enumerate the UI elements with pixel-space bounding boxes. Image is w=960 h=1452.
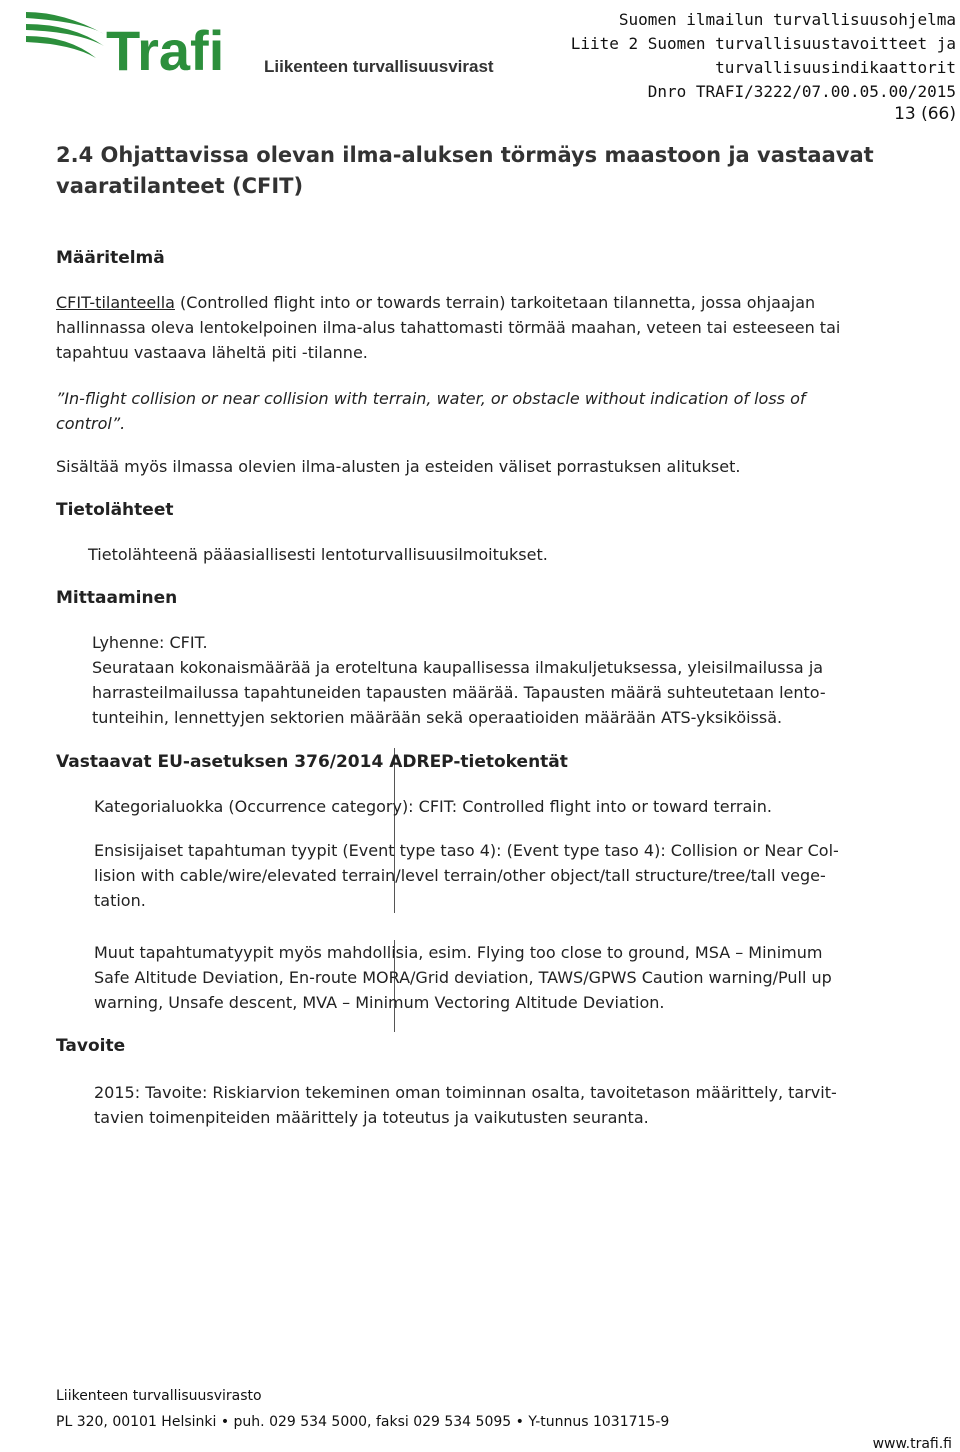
measurement-abbr: Lyhenne: CFIT. <box>92 633 208 652</box>
logo-subtitle: Liikenteen turvallisuusvirasto <box>264 57 494 76</box>
header-appendix-cont: turvallisuusindikaattorit <box>715 58 956 77</box>
definition-line2: hallinnassa oleva lentokelpoinen ilma-alus tahattomasti törmää maahan, veteen tai esteeseen tai <box>56 318 841 337</box>
trafi-logo-mark <box>24 4 494 84</box>
logo-wordmark: Trafi <box>106 19 225 82</box>
trafi-logo <box>24 4 494 84</box>
footer-web-link[interactable]: www.trafi.fi <box>872 1436 952 1452</box>
measurement-heading: Mittaaminen <box>56 588 178 608</box>
cfit-term: CFIT-tilanteella <box>56 293 175 312</box>
adrep-event-types: Ensisijaiset tapahtuman tyypit (Event type taso 4): (Event type taso 4): Collision or Near Col- lision with cable/wire/elevated terrain/level terrain/other object/tall structure/tree/tall vege- tation. <box>94 841 839 910</box>
adrep-other-types: Muut tapahtumatyypit myös mahdollisia, esim. Flying too close to ground, MSA – Minimum Safe Altitude Deviation, En-route MORA/Grid deviation, TAWS/GPWS Caution warning/Pull up warning, Unsafe descent, MVA – Minimum Vectoring Altitude Deviation. <box>94 943 832 1012</box>
goal-text: 2015: Tavoite: Riskiarvion tekeminen oman toiminnan osalta, tavoitetason määrittely, tarvit- tavien toimenpiteiden määrittely ja toteutus ja vaikutusten seuranta. <box>94 1083 837 1127</box>
footer-org: Liikenteen turvallisuusvirasto <box>56 1388 262 1404</box>
sources-text: Tietolähteenä pääasiallisesti lentoturvallisuusilmoitukset. <box>88 545 548 564</box>
footer-address: PL 320, 00101 Helsinki • puh. 029 534 5000, faksi 029 534 5095 • Y-tunnus 1031715-9 <box>56 1414 670 1430</box>
section-title <box>56 140 916 202</box>
goal-heading: Tavoite <box>56 1036 126 1056</box>
sources-heading: Tietolähteet <box>56 500 174 520</box>
measurement-paragraph: Lyhenne: CFIT. Seurataan kokonaismäärää ja eroteltuna kaupallisessa ilmakuljetuksessa, yleisilmailussa ja harrasteilmailussa tapahtuneiden tapausten määrää. Tapausten määrä suhteutetaan lento- tunteihin, lennettyjen sektorien määrään sekä operaatioiden määrään ATS-yksiköissä. <box>92 630 952 730</box>
adrep-category: Kategorialuokka (Occurrence category): CFIT: Controlled flight into or toward terrain. <box>94 797 772 816</box>
section-title-line2: vaaratilanteet (CFIT) <box>56 174 304 198</box>
header-program: Suomen ilmailun turvallisuusohjelma <box>618 10 956 29</box>
definition-heading: Määritelmä <box>56 248 165 268</box>
definition-paragraph <box>56 290 956 365</box>
definition-quote: ”In-flight collision or near collision with terrain, water, or obstacle without indication of loss of control”. <box>56 389 806 433</box>
definition-includes: Sisältää myös ilmassa olevien ilma-alusten ja esteiden väliset porrastuksen alitukset. <box>56 457 741 476</box>
definition-line3: tapahtuu vastaava läheltä piti -tilanne. <box>56 343 368 362</box>
page-number: 13 (66) <box>894 104 956 124</box>
header-dnro: Dnro TRAFI/3222/07.00.05.00/2015 <box>647 82 956 101</box>
adrep-heading: Vastaavat EU-asetuksen 376/2014 ADREP-tietokentät <box>56 752 568 772</box>
header-appendix: Liite 2 Suomen turvallisuustavoitteet ja <box>570 34 956 53</box>
section-title-line1: 2.4 Ohjattavissa olevan ilma-aluksen törmäys maastoon ja vastaavat <box>56 143 874 167</box>
definition-line1: CFIT-tilanteella (Controlled flight into or towards terrain) tarkoitetaan tilannetta, jossa ohjaajan <box>56 293 816 312</box>
